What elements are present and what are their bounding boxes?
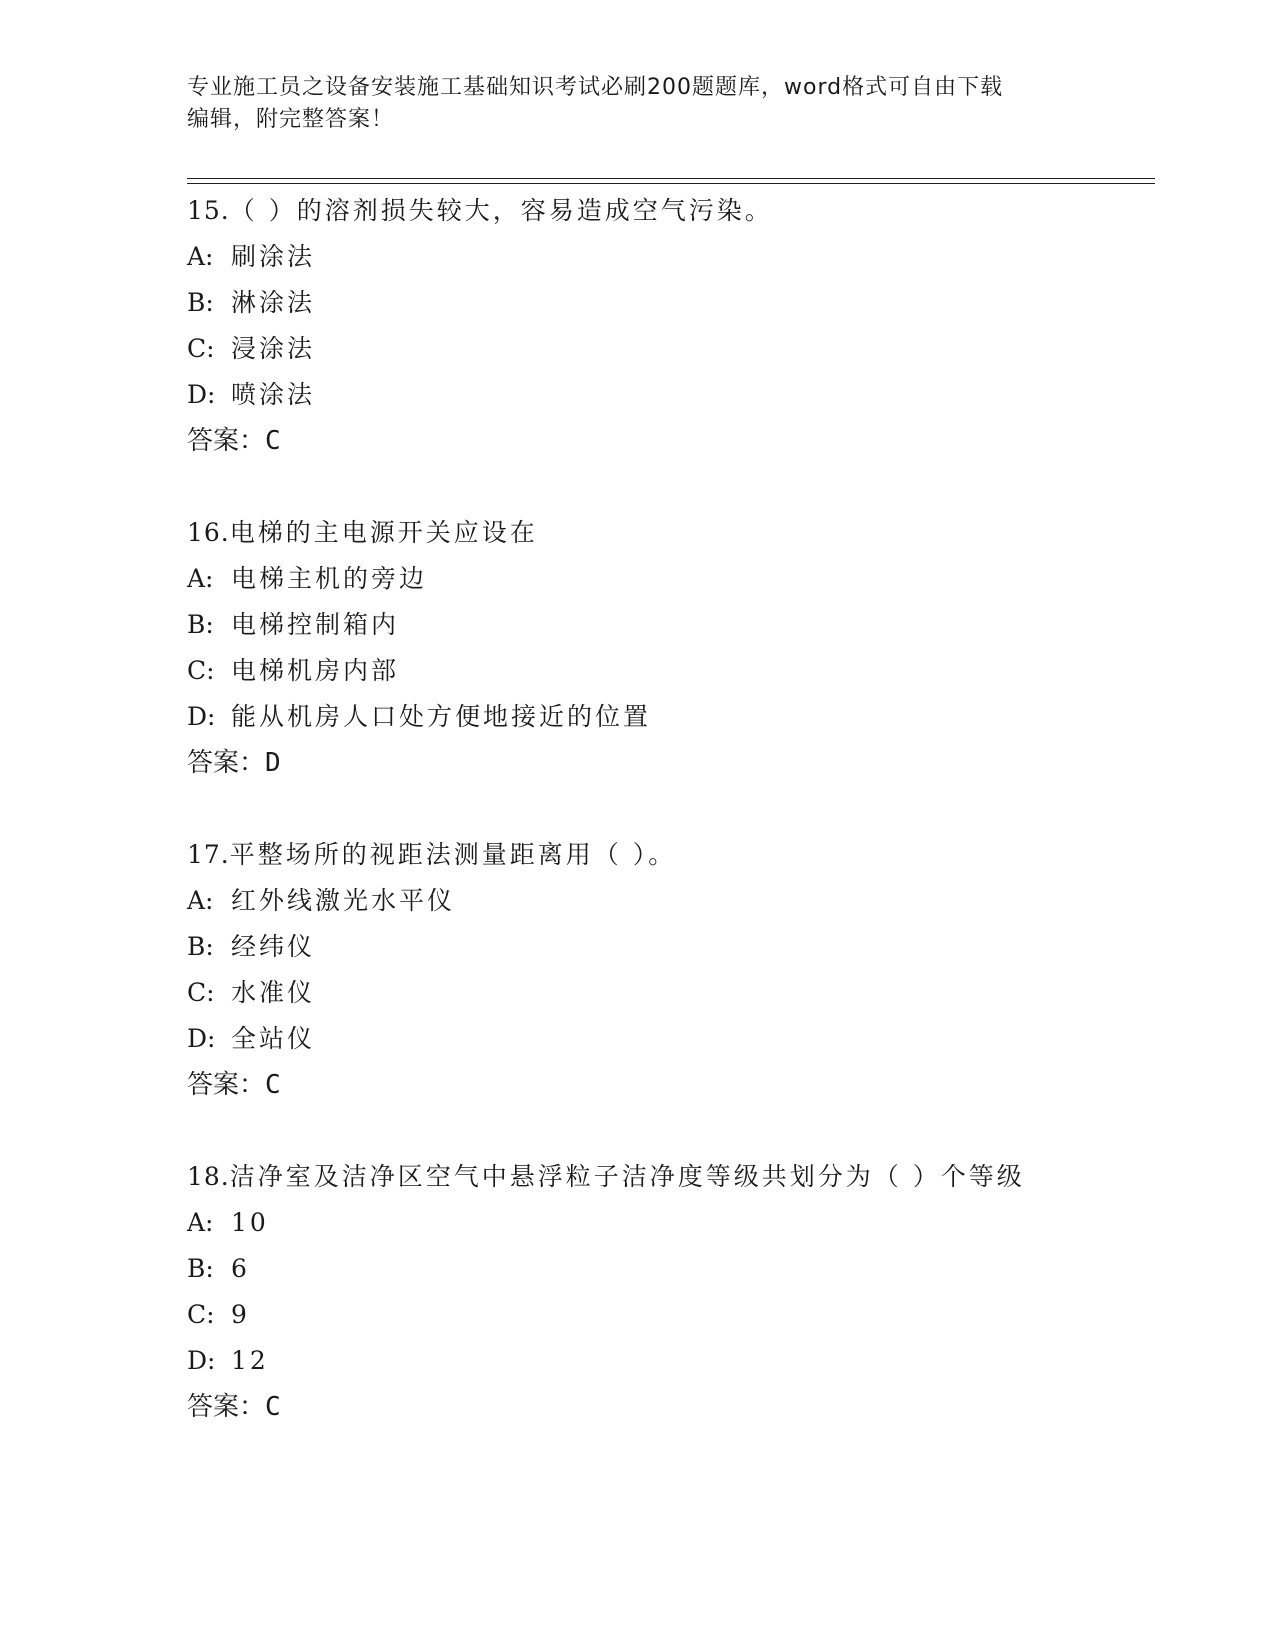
option-a bbox=[187, 1200, 1155, 1246]
option-text: 淋涂法 bbox=[231, 288, 316, 317]
answer-value: D bbox=[265, 748, 281, 778]
answer-line bbox=[187, 418, 1155, 464]
option-text: 喷涂法 bbox=[231, 380, 316, 409]
option-a bbox=[187, 234, 1155, 280]
question-text: 洁净室及洁净区空气中悬浮粒子洁净度等级共划分为（ ）个等级 bbox=[229, 1162, 1025, 1191]
document-header bbox=[187, 72, 1087, 136]
option-text: 6 bbox=[231, 1254, 250, 1283]
option-text: 能从机房人口处方便地接近的位置 bbox=[231, 702, 652, 731]
option-letter: A: bbox=[187, 242, 214, 271]
option-letter: D: bbox=[187, 702, 216, 731]
answer-label: 答案： bbox=[187, 1070, 266, 1100]
option-text: 水准仪 bbox=[231, 978, 316, 1007]
option-letter: D: bbox=[187, 1346, 216, 1375]
question-15 bbox=[187, 188, 1155, 464]
option-text: 浸涂法 bbox=[231, 334, 316, 363]
answer-value: C bbox=[265, 1070, 281, 1100]
option-d bbox=[187, 694, 1155, 740]
option-text: 电梯主机的旁边 bbox=[231, 564, 428, 593]
answer-line bbox=[187, 1384, 1155, 1430]
option-c bbox=[187, 970, 1155, 1016]
option-b bbox=[187, 602, 1155, 648]
option-text: 电梯控制箱内 bbox=[231, 610, 400, 639]
question-list bbox=[187, 188, 1155, 1476]
option-letter: C: bbox=[187, 334, 215, 363]
option-text: 红外线激光水平仪 bbox=[231, 886, 456, 915]
header-line-2: 编辑，附完整答案！ bbox=[187, 107, 395, 132]
option-text: 9 bbox=[231, 1300, 250, 1329]
header-line-1: 专业施工员之设备安装施工基础知识考试必刷200题题库，word格式可自由下载 bbox=[187, 75, 1004, 100]
option-letter: A: bbox=[187, 1208, 214, 1237]
option-letter: B: bbox=[187, 932, 214, 961]
option-letter: D: bbox=[187, 1024, 216, 1053]
question-16 bbox=[187, 510, 1155, 786]
option-text: 经纬仪 bbox=[231, 932, 316, 961]
option-letter: C: bbox=[187, 1300, 215, 1329]
question-stem bbox=[187, 1154, 1155, 1200]
answer-line bbox=[187, 1062, 1155, 1108]
option-letter: A: bbox=[187, 886, 214, 915]
question-number: 17. bbox=[187, 840, 230, 869]
option-d bbox=[187, 1338, 1155, 1384]
option-text: 刷涂法 bbox=[231, 242, 316, 271]
option-text: 电梯机房内部 bbox=[231, 656, 400, 685]
question-stem bbox=[187, 510, 1155, 556]
option-a bbox=[187, 556, 1155, 602]
question-text: 平整场所的视距法测量距离用（ ）。 bbox=[229, 840, 677, 869]
option-letter: B: bbox=[187, 1254, 214, 1283]
option-a bbox=[187, 878, 1155, 924]
option-text: 全站仪 bbox=[231, 1024, 316, 1053]
option-letter: C: bbox=[187, 656, 215, 685]
option-letter: C: bbox=[187, 978, 215, 1007]
option-c bbox=[187, 326, 1155, 372]
header-divider-top bbox=[187, 178, 1155, 179]
option-c bbox=[187, 1292, 1155, 1338]
option-b bbox=[187, 280, 1155, 326]
option-letter: B: bbox=[187, 610, 214, 639]
question-text: 电梯的主电源开关应设在 bbox=[229, 518, 538, 547]
option-letter: A: bbox=[187, 564, 214, 593]
header-divider-bottom bbox=[187, 183, 1155, 184]
option-letter: D: bbox=[187, 380, 216, 409]
question-number: 15. bbox=[187, 196, 230, 225]
question-17 bbox=[187, 832, 1155, 1108]
option-b bbox=[187, 1246, 1155, 1292]
option-text: 10 bbox=[231, 1208, 269, 1237]
option-d bbox=[187, 1016, 1155, 1062]
question-number: 16. bbox=[187, 518, 230, 547]
answer-label: 答案： bbox=[187, 1392, 266, 1422]
option-b bbox=[187, 924, 1155, 970]
answer-line bbox=[187, 740, 1155, 786]
option-c bbox=[187, 648, 1155, 694]
answer-value: C bbox=[265, 426, 281, 456]
answer-label: 答案： bbox=[187, 748, 266, 778]
option-letter: B: bbox=[187, 288, 214, 317]
answer-label: 答案： bbox=[187, 426, 266, 456]
option-d bbox=[187, 372, 1155, 418]
question-number: 18. bbox=[187, 1162, 230, 1191]
question-18 bbox=[187, 1154, 1155, 1430]
answer-value: C bbox=[265, 1392, 281, 1422]
question-stem bbox=[187, 188, 1155, 234]
option-text: 12 bbox=[231, 1346, 269, 1375]
question-stem bbox=[187, 832, 1155, 878]
question-text: （ ）的溶剂损失较大，容易造成空气污染。 bbox=[229, 196, 773, 225]
